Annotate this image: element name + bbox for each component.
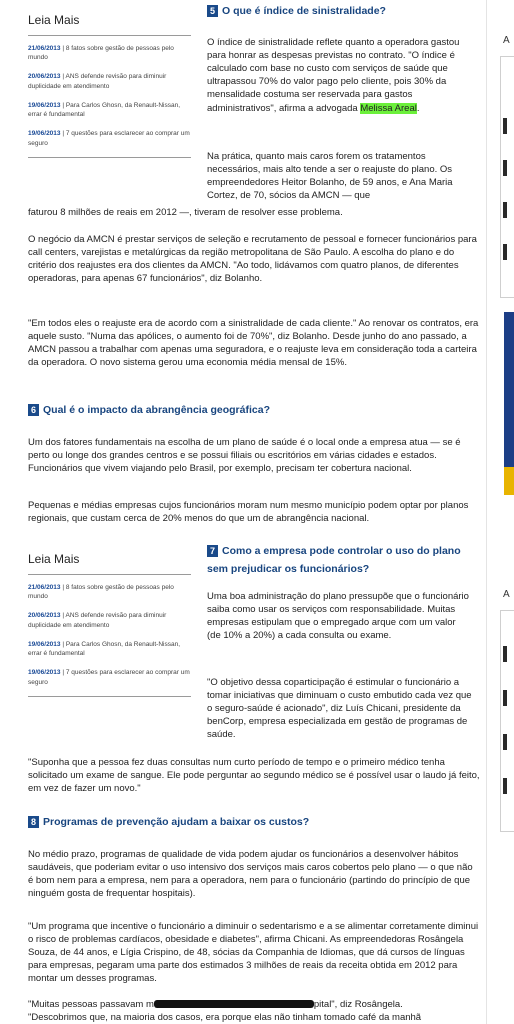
- related-article-link[interactable]: 19/06/2013 | 7 questões para esclarecer ao comprar um seguro: [28, 129, 191, 158]
- section-number-badge: 6: [28, 404, 39, 416]
- section-heading-7: 7 Como a empresa pode controlar o uso do plano sem prejudicar os funcionários?: [207, 545, 461, 575]
- highlighted-name: Melissa Areal: [360, 102, 417, 114]
- section-number-badge: 8: [28, 816, 39, 828]
- related-article-link[interactable]: 21/06/2013 | 8 fatos sobre gestão de pessoas pelo mundo: [28, 44, 174, 62]
- paragraph: Uma boa administração do plano pressupõe que o funcionário saiba como usar os serviços com responsabilidade. Muitas empresas estipulam que o empregado arque com um valor (de 10% a 20%) a cada consulta ou exame.: [207, 591, 469, 642]
- related-articles-title: Leia Mais: [28, 551, 191, 575]
- related-article-link[interactable]: 19/06/2013 | Para Carlos Ghosn, da Renault-Nissan, errar é fundamental: [28, 640, 181, 658]
- sidebar-item-marker: [503, 244, 507, 260]
- section-heading-8: 8 Programas de prevenção ajudam a baixar os custos?: [28, 815, 480, 831]
- sidebar-heading-mid: A: [503, 589, 510, 600]
- section-heading-6: 6 Qual é o impacto da abrangência geográfica?: [28, 403, 480, 419]
- paragraph: Pequenas e médias empresas cujos funcionários moram num mesmo município podem optar por planos regionais, que custam cerca de 20% menos do que um de abrangência nacional.: [28, 500, 469, 525]
- redaction-bar: [154, 1000, 314, 1008]
- related-article-link[interactable]: 21/06/2013 | 8 fatos sobre gestão de pessoas pelo mundo: [28, 583, 174, 601]
- paragraph: "Em todos eles o reajuste era de acordo com a sinistralidade de cada cliente." Ao renovar os contratos, era aquele susto. "Numa das apólices, o aumento foi de 70%", diz Bolanho. Desde junho do ano passado, a AMCN passou a trabalhar com apenas uma seguradora, e o reajuste leva em consideração toda a carteira da operadora. O novo sistema gerou uma economia média mensal de 15%.: [28, 318, 479, 369]
- sidebar-ad-banner[interactable]: [504, 312, 514, 467]
- section-number-badge: 7: [207, 545, 218, 557]
- paragraph: "O objetivo dessa coparticipação é estimular o funcionário a tomar iniciativas que diminuam o custo embutido cada vez que o seguro-saúde é acionado", diz Luís Chicani, presidente da benCorp, empresa especializada em gestão de programas de saúde.: [207, 677, 472, 741]
- related-article-link[interactable]: 20/06/2013 | ANS defende revisão para diminuir duplicidade em atendimento: [28, 73, 167, 90]
- sidebar-item-marker: [503, 778, 507, 794]
- sidebar-ad-banner-strip[interactable]: [504, 467, 514, 495]
- sidebar-widget-mid: [500, 610, 514, 832]
- sidebar-widget-top: [500, 56, 514, 298]
- related-articles-box: [28, 12, 191, 167]
- sidebar-heading-top: A: [503, 35, 510, 46]
- paragraph: No médio prazo, programas de qualidade de vida podem ajudar os funcionários a desenvolver hábitos saudáveis, que poderiam evitar o uso intensivo dos serviços mais caros cobertos pelo plano — o que não é bom nem para a empresa, nem para a operadora, nem para o funcionário (partindo do princípio de que ninguém gosta de frequentar hospitais).: [28, 849, 473, 900]
- related-articles-title: Leia Mais: [28, 12, 191, 36]
- paragraph: O índice de sinistralidade reflete quanto a operadora gastou para honrar as despesas previstas no contrato. "O índice é calculado com base no custo com serviços de saúde que ultrapassou 70% do valor pago pelo cliente, pois 30% da mensalidade costuma ser reservada para gastos administrativos", afirma a advogada Melissa Areal.: [207, 37, 460, 114]
- related-article-link[interactable]: 19/06/2013 | Para Carlos Ghosn, da Renault-Nissan, errar é fundamental: [28, 101, 181, 119]
- paragraph: "Suponha que a pessoa fez duas consultas num curto período de tempo e o primeiro médico tenha solicitado um exame de sangue. Ele pode perguntar ao segundo médico se é possível usar o laudo já feito, em vez de fazer um novo.": [28, 757, 480, 795]
- paragraph: Um dos fatores fundamentais na escolha de um plano de saúde é o local onde a empresa atua — se é perto ou longe dos grandes centros e se possui filiais ou escritórios em várias cidades e estados. Funcionários que vivem viajando pelo Brasil, por exemplo, precisam ter cobertura nacional.: [28, 437, 461, 475]
- paragraph: Na prática, quanto mais caros forem os tratamentos necessários, mais alto tende a ser o reajuste do plano. Os empreendedores Heitor Bolanho, de 59 anos, e Ana Maria Cortez, de 70, sócios da AMCN — que: [207, 151, 453, 202]
- paragraph: "Muitas pessoas passavam m pital", diz Rosângela.: [28, 999, 403, 1010]
- sidebar-item-marker: [503, 160, 507, 176]
- section-number-badge: 5: [207, 5, 218, 17]
- paragraph: O negócio da AMCN é prestar serviços de seleção e recrutamento de pessoal e fornecer funcionários para call centers, varejistas e metalúrgicas da região metropolitana de São Paulo. A escolha do plano e do critério dos reajustes era dos clientes da AMCN. "Ao todo, lidávamos com quatro planos, de diferentes operadoras, para apenas 67 funcionários", diz Bolanho.: [28, 234, 477, 285]
- related-articles-box: [28, 551, 191, 706]
- sidebar-item-marker: [503, 734, 507, 750]
- paragraph: "Descobrimos que, na maioria dos casos, era porque elas não tinham tomado café da manhã: [28, 1012, 422, 1023]
- sidebar-item-marker: [503, 646, 507, 662]
- sidebar-item-marker: [503, 202, 507, 218]
- sidebar-item-marker: [503, 690, 507, 706]
- related-article-link[interactable]: 19/06/2013 | 7 questões para esclarecer ao comprar um seguro: [28, 668, 191, 697]
- paragraph: faturou 8 milhões de reais em 2012 —, tiveram de resolver esse problema.: [28, 207, 343, 218]
- related-article-link[interactable]: 20/06/2013 | ANS defende revisão para diminuir duplicidade em atendimento: [28, 612, 167, 629]
- section-heading-5: 5 O que é índice de sinistralidade?: [207, 4, 477, 20]
- paragraph: "Um programa que incentive o funcionário a diminuir o sedentarismo e a se alimentar corretamente diminui o risco de problemas cardíacos, obesidade e diabetes", afirma Chicani. As empreendedoras Rosângela Souza, de 44 anos, e Lígia Crispino, de 48, sócias da Companhia de Idiomas, que dá cursos de línguas para empresas, pegaram uma parte dos estimados 3 milhões de reais da receita obtida em 2012 para montar um desses programas.: [28, 921, 479, 985]
- sidebar-item-marker: [503, 118, 507, 134]
